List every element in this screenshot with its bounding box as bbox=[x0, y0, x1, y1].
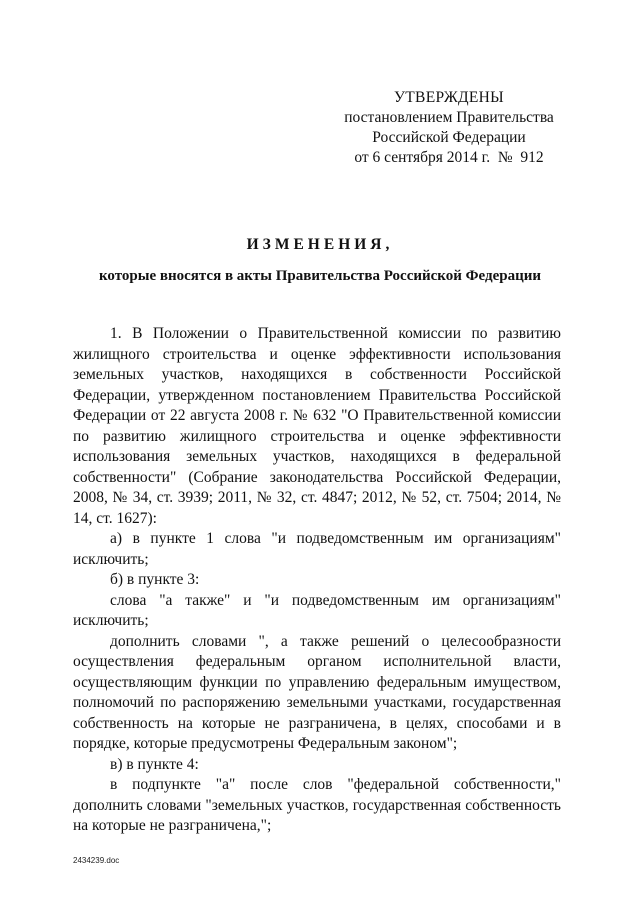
approval-line: Российской Федерации bbox=[372, 129, 526, 146]
paragraph: дополнить словами ", а также решений о целесообразности осуществления федеральным органом исполнительной власти, осуществляющим функции по управлению федеральным имуществом, полномочий по распоряжению земельными участками, государственная собственность на которые не разграничена, в целях, способами и в порядке, которые предусмотрены Федеральным законом"; bbox=[73, 632, 561, 752]
paragraph: слова "а также" и "и подведомственным им организациям" исключить; bbox=[73, 591, 561, 629]
document-title: ИЗМЕНЕНИЯ, bbox=[246, 236, 394, 253]
document-body bbox=[73, 324, 561, 837]
approval-title: УТВЕРЖДЕНЫ bbox=[394, 89, 504, 106]
approval-stamp bbox=[320, 88, 578, 168]
footer-doc-number: 2434239.doc bbox=[73, 856, 120, 865]
document-subtitle: которые вносятся в акты Правительства Российской Федерации bbox=[98, 268, 542, 284]
paragraph: б) в пункте 3: bbox=[110, 571, 200, 588]
paragraph: 1. В Положении о Правительственной комиссии по развитию жилищного строительства и оценке эффективности использования земельных участков, находящихся в собственности Российской Федерации, утвержденном постановлением Правительства Российской Федерации от 22 августа 2008 г. № 632 "О Правительственной комиссии по развитию жилищного строительства и оценке эффективности использования земельных участков, находящихся в федеральной собственности" (Собрание законодательства Российской Федерации, 2008, № 34, ст. 3939; 2011, № 32, ст. 4847; 2012, № 52, ст. 7504; 2014, № 14, ст. 1627): bbox=[73, 325, 561, 527]
paragraph: в) в пункте 4: bbox=[110, 755, 199, 773]
approval-line: постановлением Правительства bbox=[344, 109, 554, 126]
paragraph: а) в пункте 1 слова "и подведомственным им организациям" исключить; bbox=[73, 530, 561, 568]
approval-date-number: от 6 сентября 2014 г. № 912 bbox=[354, 149, 544, 166]
paragraph: в подпункте "а" после слов "федеральной собственности," дополнить словами "земельных участков, государственная собственность на которые не разграничена,"; bbox=[73, 776, 561, 834]
